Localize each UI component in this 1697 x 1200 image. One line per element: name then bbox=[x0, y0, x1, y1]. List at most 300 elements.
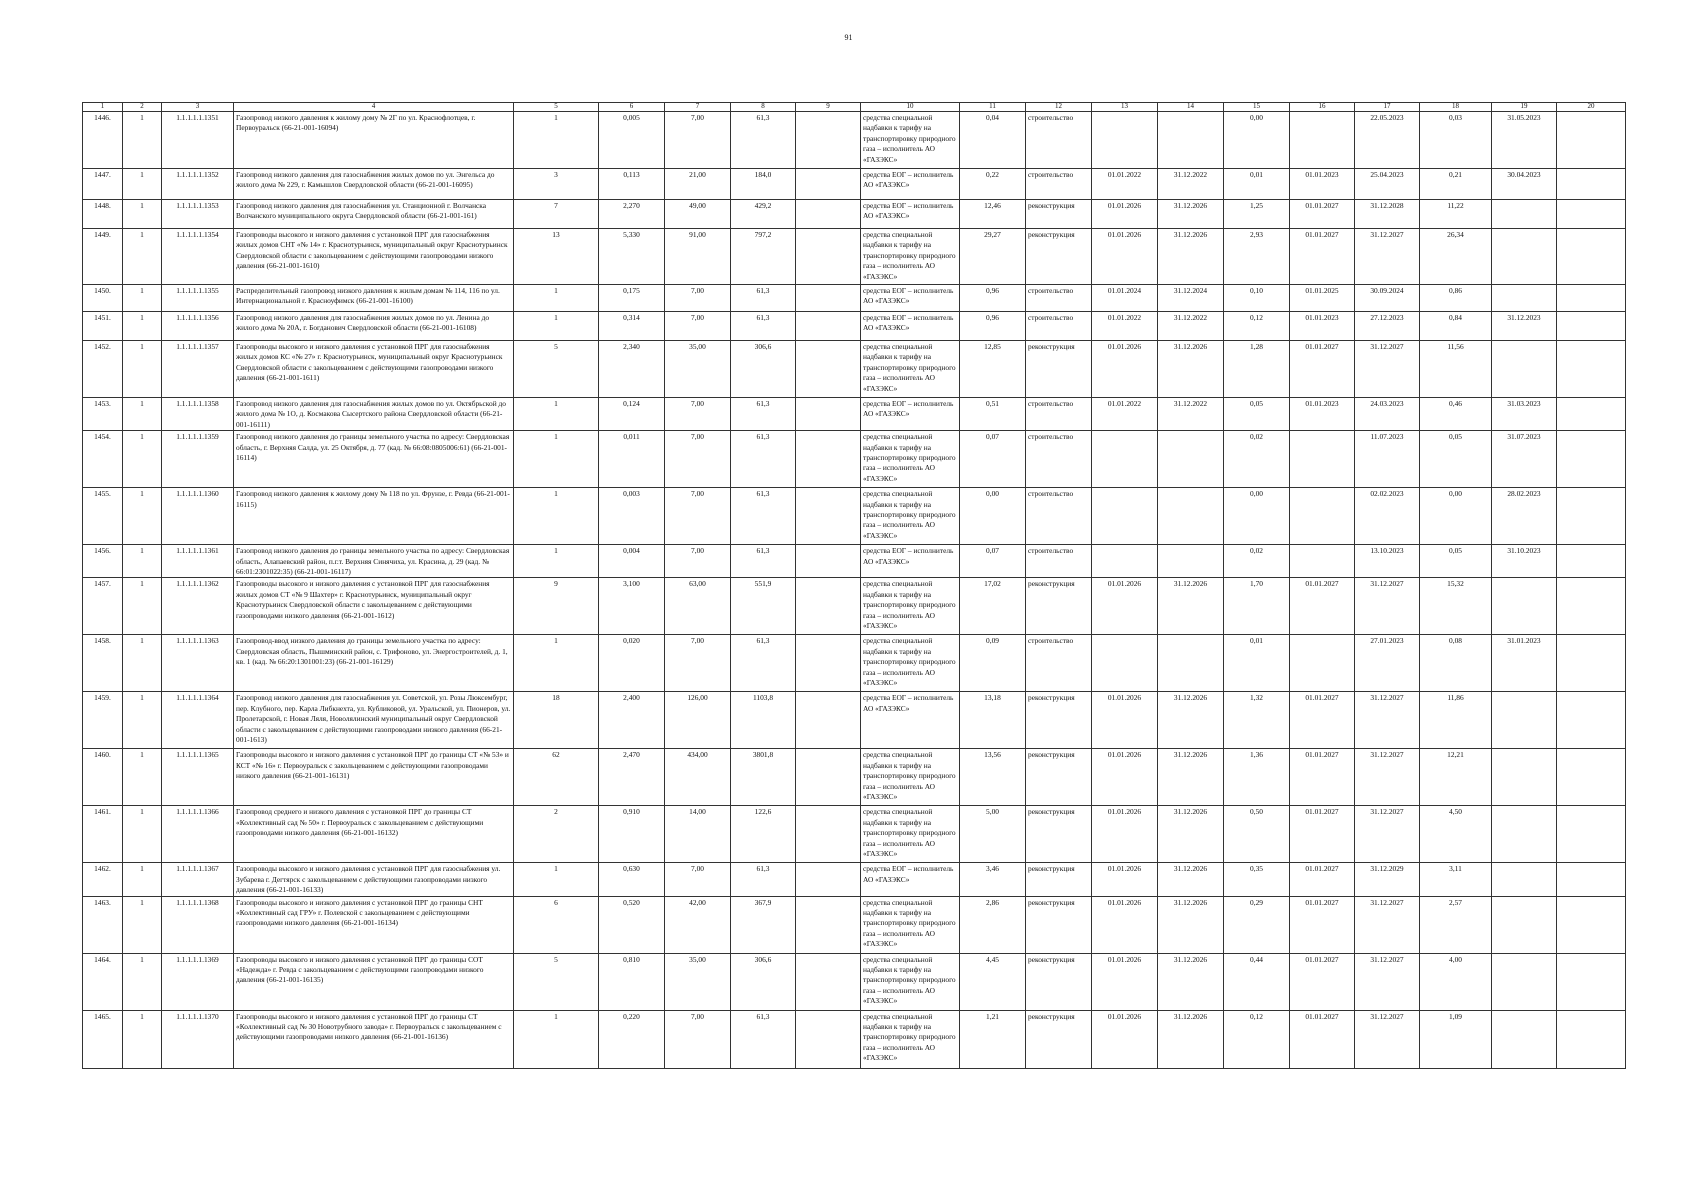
row-number: 1465. bbox=[83, 1010, 123, 1068]
col17-date: 27.12.2023 bbox=[1355, 312, 1420, 341]
funding-source: средства специальной надбавки к тарифу на транспортировку природного газа – исполнитель АО «ГАЗЭКС» bbox=[861, 578, 960, 635]
col19-date bbox=[1492, 749, 1557, 806]
col16-date: 01.01.2027 bbox=[1290, 749, 1355, 806]
col19-date bbox=[1492, 200, 1557, 229]
column-header-9: 9 bbox=[796, 103, 861, 112]
start-date: 01.01.2026 bbox=[1092, 896, 1158, 953]
length-km: 0,175 bbox=[599, 285, 665, 312]
col8-value: 61,3 bbox=[731, 431, 796, 488]
column-header-20: 20 bbox=[1557, 103, 1626, 112]
object-name: Газопровод низкого давления для газоснабжения жилых домов по ул. Октябрьской до жилого дома № 1О, д. Космакова Сысертского района Свердловской области (66-21-001-16111) bbox=[234, 398, 514, 431]
column-header-4: 4 bbox=[234, 103, 514, 112]
start-date bbox=[1092, 431, 1158, 488]
col16-date bbox=[1290, 112, 1355, 169]
work-type: реконструкция bbox=[1026, 806, 1092, 863]
table-row bbox=[83, 635, 1626, 692]
end-date: 31.12.2026 bbox=[1158, 896, 1224, 953]
col9-value bbox=[796, 578, 861, 635]
col20-value bbox=[1557, 341, 1626, 398]
col18-value: 3,11 bbox=[1420, 863, 1492, 896]
col15-value: 1,25 bbox=[1224, 200, 1290, 229]
col18-value: 11,56 bbox=[1420, 341, 1492, 398]
col5-value: 1 bbox=[514, 488, 599, 545]
work-type: строительство bbox=[1026, 398, 1092, 431]
col7-value: 7,00 bbox=[665, 1010, 731, 1068]
work-type: строительство bbox=[1026, 635, 1092, 692]
work-type: строительство bbox=[1026, 285, 1092, 312]
cost-total: 0,51 bbox=[960, 398, 1026, 431]
col7-value: 7,00 bbox=[665, 863, 731, 896]
col9-value bbox=[796, 896, 861, 953]
col8-value: 61,3 bbox=[731, 545, 796, 578]
col17-date: 30.09.2024 bbox=[1355, 285, 1420, 312]
col17-date: 27.01.2023 bbox=[1355, 635, 1420, 692]
length-km: 0,020 bbox=[599, 635, 665, 692]
row-number: 1449. bbox=[83, 229, 123, 285]
col7-value: 7,00 bbox=[665, 545, 731, 578]
object-name: Газопровод низкого давления для газоснабжения ул. Советской, ул. Розы Люксембург, пер. Клубного, пер. Карла Либкнехта, ул. Кубликовой, ул. Уральской, ул. Пионеров, ул. Пролетарской, г. Новая Ляля, Новолялинский муниципальный округ Свердловской области с закольцеванием с действующими газопроводами низкого давления (66-21-001-1613) bbox=[234, 692, 514, 749]
end-date: 31.12.2026 bbox=[1158, 578, 1224, 635]
funding-source: средства специальной надбавки к тарифу на транспортировку природного газа – исполнитель АО «ГАЗЭКС» bbox=[861, 341, 960, 398]
object-name: Газопровод низкого давления к жилому дому № 2Г по ул. Краснофлотцев, г. Первоуральск (66-21-001-16094) bbox=[234, 112, 514, 169]
cost-total: 0,96 bbox=[960, 285, 1026, 312]
col2-value: 1 bbox=[123, 341, 162, 398]
object-code: 1.1.1.1.1.1356 bbox=[162, 312, 234, 341]
work-type: строительство bbox=[1026, 488, 1092, 545]
funding-source: средства специальной надбавки к тарифу на транспортировку природного газа – исполнитель АО «ГАЗЭКС» bbox=[861, 896, 960, 953]
col18-value: 0,86 bbox=[1420, 285, 1492, 312]
col8-value: 367,9 bbox=[731, 896, 796, 953]
col17-date: 24.03.2023 bbox=[1355, 398, 1420, 431]
table-row bbox=[83, 488, 1626, 545]
cost-total: 29,27 bbox=[960, 229, 1026, 285]
funding-source: средства ЕОГ – исполнитель АО «ГАЗЭКС» bbox=[861, 169, 960, 200]
col15-value: 0,05 bbox=[1224, 398, 1290, 431]
object-name: Газопроводы высокого и низкого давления с установкой ПРГ до границы СНТ «Коллективный сад ГРУ» г. Полевской с закольцеванием с действующими газопроводами низкого давления (66-21-001-16134) bbox=[234, 896, 514, 953]
funding-source: средства специальной надбавки к тарифу на транспортировку природного газа – исполнитель АО «ГАЗЭКС» bbox=[861, 953, 960, 1010]
col20-value bbox=[1557, 431, 1626, 488]
object-name: Газопровод низкого давления до границы земельного участка по адресу: Свердловская область, Алапаевский район, п.г.т. Верхняя Синячиха, ул. Красина, д. 29 (кад. № 66:01:2301022:35) (66-21-001-16117) bbox=[234, 545, 514, 578]
object-name: Газопровод низкого давления для газоснабжения жилых домов по ул. Энгельса до жилого дома № 229, г. Камышлов Свердловской области (66-21-001-16095) bbox=[234, 169, 514, 200]
col5-value: 5 bbox=[514, 341, 599, 398]
col5-value: 1 bbox=[514, 312, 599, 341]
start-date: 01.01.2026 bbox=[1092, 578, 1158, 635]
length-km: 0,220 bbox=[599, 1010, 665, 1068]
end-date: 31.12.2022 bbox=[1158, 312, 1224, 341]
col16-date bbox=[1290, 488, 1355, 545]
column-header-5: 5 bbox=[514, 103, 599, 112]
work-type: строительство bbox=[1026, 431, 1092, 488]
length-km: 2,470 bbox=[599, 749, 665, 806]
col19-date: 30.04.2023 bbox=[1492, 169, 1557, 200]
col15-value: 0,12 bbox=[1224, 312, 1290, 341]
col8-value: 184,0 bbox=[731, 169, 796, 200]
end-date bbox=[1158, 431, 1224, 488]
object-name: Распределительный газопровод низкого давления к жилым домам № 114, 116 по ул. Интернациональной г. Красноуфимск (66-21-001-16100) bbox=[234, 285, 514, 312]
col19-date: 31.01.2023 bbox=[1492, 635, 1557, 692]
cost-total: 0,22 bbox=[960, 169, 1026, 200]
row-number: 1461. bbox=[83, 806, 123, 863]
col18-value: 0,00 bbox=[1420, 488, 1492, 545]
start-date: 01.01.2022 bbox=[1092, 169, 1158, 200]
object-code: 1.1.1.1.1.1369 bbox=[162, 953, 234, 1010]
col8-value: 122,6 bbox=[731, 806, 796, 863]
col9-value bbox=[796, 545, 861, 578]
table-row bbox=[83, 896, 1626, 953]
page-number: 91 bbox=[844, 33, 853, 42]
column-header-7: 7 bbox=[665, 103, 731, 112]
col20-value bbox=[1557, 112, 1626, 169]
col9-value bbox=[796, 229, 861, 285]
registry-table bbox=[82, 102, 1626, 1069]
col19-date: 31.07.2023 bbox=[1492, 431, 1557, 488]
col20-value bbox=[1557, 863, 1626, 896]
cost-total: 13,18 bbox=[960, 692, 1026, 749]
col8-value: 551,9 bbox=[731, 578, 796, 635]
column-header-14: 14 bbox=[1158, 103, 1224, 112]
length-km: 0,113 bbox=[599, 169, 665, 200]
start-date: 01.01.2026 bbox=[1092, 200, 1158, 229]
col20-value bbox=[1557, 806, 1626, 863]
col16-date: 01.01.2027 bbox=[1290, 341, 1355, 398]
col9-value bbox=[796, 112, 861, 169]
work-type: реконструкция bbox=[1026, 863, 1092, 896]
object-code: 1.1.1.1.1.1362 bbox=[162, 578, 234, 635]
col16-date: 01.01.2027 bbox=[1290, 200, 1355, 229]
table-row bbox=[83, 953, 1626, 1010]
start-date bbox=[1092, 635, 1158, 692]
col19-date bbox=[1492, 953, 1557, 1010]
col16-date: 01.01.2023 bbox=[1290, 312, 1355, 341]
col8-value: 306,6 bbox=[731, 953, 796, 1010]
length-km: 0,810 bbox=[599, 953, 665, 1010]
end-date bbox=[1158, 112, 1224, 169]
col15-value: 0,44 bbox=[1224, 953, 1290, 1010]
object-code: 1.1.1.1.1.1370 bbox=[162, 1010, 234, 1068]
cost-total: 3,46 bbox=[960, 863, 1026, 896]
col17-date: 31.12.2028 bbox=[1355, 200, 1420, 229]
object-name: Газопровод-ввод низкого давления до границы земельного участка по адресу: Свердловская область, Пышминский район, с. Трифоново, ул. Энергостроителей, д. 1, кв. 1 (кад. № 66:20:1301001:23) (66-21-001-16129) bbox=[234, 635, 514, 692]
col17-date: 25.04.2023 bbox=[1355, 169, 1420, 200]
length-km: 3,100 bbox=[599, 578, 665, 635]
col7-value: 21,00 bbox=[665, 169, 731, 200]
col16-date: 01.01.2027 bbox=[1290, 692, 1355, 749]
col15-value: 0,29 bbox=[1224, 896, 1290, 953]
object-code: 1.1.1.1.1.1354 bbox=[162, 229, 234, 285]
end-date: 31.12.2026 bbox=[1158, 692, 1224, 749]
col7-value: 7,00 bbox=[665, 488, 731, 545]
col20-value bbox=[1557, 896, 1626, 953]
col18-value: 0,03 bbox=[1420, 112, 1492, 169]
end-date: 31.12.2022 bbox=[1158, 169, 1224, 200]
object-name: Газопровод низкого давления к жилому дому № 118 по ул. Фрунзе, г. Ревда (66-21-001-16115) bbox=[234, 488, 514, 545]
col17-date: 31.12.2027 bbox=[1355, 1010, 1420, 1068]
col19-date bbox=[1492, 578, 1557, 635]
col9-value bbox=[796, 635, 861, 692]
funding-source: средства специальной надбавки к тарифу на транспортировку природного газа – исполнитель АО «ГАЗЭКС» bbox=[861, 431, 960, 488]
work-type: реконструкция bbox=[1026, 749, 1092, 806]
work-type: реконструкция bbox=[1026, 578, 1092, 635]
end-date: 31.12.2026 bbox=[1158, 863, 1224, 896]
end-date: 31.12.2026 bbox=[1158, 1010, 1224, 1068]
start-date: 01.01.2026 bbox=[1092, 341, 1158, 398]
col18-value: 1,09 bbox=[1420, 1010, 1492, 1068]
col18-value: 11,86 bbox=[1420, 692, 1492, 749]
start-date: 01.01.2026 bbox=[1092, 863, 1158, 896]
column-header-15: 15 bbox=[1224, 103, 1290, 112]
table-row bbox=[83, 578, 1626, 635]
col20-value bbox=[1557, 692, 1626, 749]
col15-value: 0,01 bbox=[1224, 635, 1290, 692]
column-header-12: 12 bbox=[1026, 103, 1092, 112]
object-code: 1.1.1.1.1.1355 bbox=[162, 285, 234, 312]
col19-date: 31.03.2023 bbox=[1492, 398, 1557, 431]
row-number: 1448. bbox=[83, 200, 123, 229]
table-row bbox=[83, 200, 1626, 229]
col16-date: 01.01.2027 bbox=[1290, 896, 1355, 953]
length-km: 2,340 bbox=[599, 341, 665, 398]
object-name: Газопроводы высокого и низкого давления с установкой ПРГ до границы СТ «№ 53» и КСТ «№ 16» г. Первоуральск с закольцеванием с действующими газопроводами низкого давления (66-21-001-16131) bbox=[234, 749, 514, 806]
col2-value: 1 bbox=[123, 169, 162, 200]
col7-value: 7,00 bbox=[665, 398, 731, 431]
funding-source: средства ЕОГ – исполнитель АО «ГАЗЭКС» bbox=[861, 545, 960, 578]
col9-value bbox=[796, 341, 861, 398]
col20-value bbox=[1557, 953, 1626, 1010]
funding-source: средства специальной надбавки к тарифу на транспортировку природного газа – исполнитель АО «ГАЗЭКС» bbox=[861, 112, 960, 169]
work-type: реконструкция bbox=[1026, 341, 1092, 398]
cost-total: 13,56 bbox=[960, 749, 1026, 806]
col16-date: 01.01.2027 bbox=[1290, 578, 1355, 635]
table-row bbox=[83, 229, 1626, 285]
table-row bbox=[83, 1010, 1626, 1068]
col9-value bbox=[796, 169, 861, 200]
table-row bbox=[83, 285, 1626, 312]
row-number: 1460. bbox=[83, 749, 123, 806]
table-row bbox=[83, 863, 1626, 896]
cost-total: 0,00 bbox=[960, 488, 1026, 545]
length-km: 0,520 bbox=[599, 896, 665, 953]
work-type: строительство bbox=[1026, 169, 1092, 200]
row-number: 1464. bbox=[83, 953, 123, 1010]
funding-source: средства специальной надбавки к тарифу на транспортировку природного газа – исполнитель АО «ГАЗЭКС» bbox=[861, 229, 960, 285]
col9-value bbox=[796, 431, 861, 488]
col8-value: 61,3 bbox=[731, 863, 796, 896]
col15-value: 1,32 bbox=[1224, 692, 1290, 749]
work-type: строительство bbox=[1026, 112, 1092, 169]
col5-value: 62 bbox=[514, 749, 599, 806]
row-number: 1454. bbox=[83, 431, 123, 488]
cost-total: 0,07 bbox=[960, 545, 1026, 578]
table-row bbox=[83, 692, 1626, 749]
col19-date bbox=[1492, 341, 1557, 398]
col8-value: 3801,8 bbox=[731, 749, 796, 806]
length-km: 0,005 bbox=[599, 112, 665, 169]
col2-value: 1 bbox=[123, 285, 162, 312]
col20-value bbox=[1557, 398, 1626, 431]
col9-value bbox=[796, 953, 861, 1010]
col8-value: 797,2 bbox=[731, 229, 796, 285]
col2-value: 1 bbox=[123, 896, 162, 953]
col20-value bbox=[1557, 285, 1626, 312]
col9-value bbox=[796, 398, 861, 431]
object-code: 1.1.1.1.1.1365 bbox=[162, 749, 234, 806]
work-type: строительство bbox=[1026, 545, 1092, 578]
column-header-2: 2 bbox=[123, 103, 162, 112]
cost-total: 5,00 bbox=[960, 806, 1026, 863]
funding-source: средства специальной надбавки к тарифу на транспортировку природного газа – исполнитель АО «ГАЗЭКС» bbox=[861, 1010, 960, 1068]
work-type: реконструкция bbox=[1026, 200, 1092, 229]
col20-value bbox=[1557, 488, 1626, 545]
col5-value: 7 bbox=[514, 200, 599, 229]
col15-value: 0,02 bbox=[1224, 545, 1290, 578]
object-code: 1.1.1.1.1.1363 bbox=[162, 635, 234, 692]
table-row bbox=[83, 341, 1626, 398]
object-code: 1.1.1.1.1.1360 bbox=[162, 488, 234, 545]
col8-value: 1103,8 bbox=[731, 692, 796, 749]
col19-date bbox=[1492, 1010, 1557, 1068]
col5-value: 2 bbox=[514, 806, 599, 863]
col17-date: 31.12.2027 bbox=[1355, 578, 1420, 635]
end-date bbox=[1158, 545, 1224, 578]
start-date: 01.01.2022 bbox=[1092, 312, 1158, 341]
col16-date: 01.01.2023 bbox=[1290, 169, 1355, 200]
work-type: реконструкция bbox=[1026, 953, 1092, 1010]
col17-date: 31.12.2027 bbox=[1355, 953, 1420, 1010]
object-code: 1.1.1.1.1.1359 bbox=[162, 431, 234, 488]
col15-value: 0,35 bbox=[1224, 863, 1290, 896]
row-number: 1463. bbox=[83, 896, 123, 953]
funding-source: средства ЕОГ – исполнитель АО «ГАЗЭКС» bbox=[861, 200, 960, 229]
funding-source: средства специальной надбавки к тарифу на транспортировку природного газа – исполнитель АО «ГАЗЭКС» bbox=[861, 488, 960, 545]
col19-date: 31.10.2023 bbox=[1492, 545, 1557, 578]
col9-value bbox=[796, 488, 861, 545]
col8-value: 61,3 bbox=[731, 488, 796, 545]
object-code: 1.1.1.1.1.1364 bbox=[162, 692, 234, 749]
funding-source: средства специальной надбавки к тарифу на транспортировку природного газа – исполнитель АО «ГАЗЭКС» bbox=[861, 635, 960, 692]
col2-value: 1 bbox=[123, 312, 162, 341]
col7-value: 35,00 bbox=[665, 341, 731, 398]
col5-value: 1 bbox=[514, 1010, 599, 1068]
col7-value: 7,00 bbox=[665, 635, 731, 692]
length-km: 2,400 bbox=[599, 692, 665, 749]
table-row bbox=[83, 749, 1626, 806]
col16-date bbox=[1290, 431, 1355, 488]
cost-total: 12,46 bbox=[960, 200, 1026, 229]
start-date bbox=[1092, 545, 1158, 578]
start-date: 01.01.2024 bbox=[1092, 285, 1158, 312]
length-km: 2,270 bbox=[599, 200, 665, 229]
length-km: 0,124 bbox=[599, 398, 665, 431]
row-number: 1462. bbox=[83, 863, 123, 896]
col17-date: 11.07.2023 bbox=[1355, 431, 1420, 488]
col7-value: 63,00 bbox=[665, 578, 731, 635]
cost-total: 0,04 bbox=[960, 112, 1026, 169]
row-number: 1458. bbox=[83, 635, 123, 692]
col9-value bbox=[796, 200, 861, 229]
col20-value bbox=[1557, 1010, 1626, 1068]
object-name: Газопроводы высокого и низкого давления с установкой ПРГ для газоснабжения жилых домов КС «№ 27» г. Краснотурьинск, муниципальный округ Краснотурьинск Свердловской области с закольцеванием с действующими газопроводами низкого давления (66-21-001-1611) bbox=[234, 341, 514, 398]
col2-value: 1 bbox=[123, 953, 162, 1010]
column-header-10: 10 bbox=[861, 103, 960, 112]
col5-value: 1 bbox=[514, 285, 599, 312]
object-code: 1.1.1.1.1.1368 bbox=[162, 896, 234, 953]
object-code: 1.1.1.1.1.1352 bbox=[162, 169, 234, 200]
object-code: 1.1.1.1.1.1353 bbox=[162, 200, 234, 229]
cost-total: 2,86 bbox=[960, 896, 1026, 953]
length-km: 0,910 bbox=[599, 806, 665, 863]
col9-value bbox=[796, 1010, 861, 1068]
col15-value: 0,00 bbox=[1224, 488, 1290, 545]
col2-value: 1 bbox=[123, 635, 162, 692]
length-km: 0,004 bbox=[599, 545, 665, 578]
object-name: Газопровод низкого давления до границы земельного участка по адресу: Свердловская область, г. Верхняя Салда, ул. 25 Октября, д. 77 (кад. № 66:08:0805006:61) (66-21-001-16114) bbox=[234, 431, 514, 488]
row-number: 1459. bbox=[83, 692, 123, 749]
object-name: Газопровод среднего и низкого давления с установкой ПРГ до границы СТ «Коллективный сад № 50» г. Первоуральск с закольцеванием с действующими газопроводами низкого давления (66-21-001-16132) bbox=[234, 806, 514, 863]
row-number: 1450. bbox=[83, 285, 123, 312]
work-type: реконструкция bbox=[1026, 1010, 1092, 1068]
col7-value: 91,00 bbox=[665, 229, 731, 285]
row-number: 1456. bbox=[83, 545, 123, 578]
table-row bbox=[83, 806, 1626, 863]
col2-value: 1 bbox=[123, 431, 162, 488]
object-code: 1.1.1.1.1.1361 bbox=[162, 545, 234, 578]
cost-total: 4,45 bbox=[960, 953, 1026, 1010]
col15-value: 0,01 bbox=[1224, 169, 1290, 200]
table-row bbox=[83, 398, 1626, 431]
col8-value: 61,3 bbox=[731, 635, 796, 692]
col9-value bbox=[796, 692, 861, 749]
col7-value: 14,00 bbox=[665, 806, 731, 863]
col8-value: 61,3 bbox=[731, 398, 796, 431]
cost-total: 1,21 bbox=[960, 1010, 1026, 1068]
col15-value: 0,02 bbox=[1224, 431, 1290, 488]
column-header-11: 11 bbox=[960, 103, 1026, 112]
col18-value: 26,34 bbox=[1420, 229, 1492, 285]
col7-value: 7,00 bbox=[665, 431, 731, 488]
col18-value: 12,21 bbox=[1420, 749, 1492, 806]
col2-value: 1 bbox=[123, 806, 162, 863]
end-date: 31.12.2026 bbox=[1158, 749, 1224, 806]
col7-value: 42,00 bbox=[665, 896, 731, 953]
object-code: 1.1.1.1.1.1367 bbox=[162, 863, 234, 896]
col17-date: 02.02.2023 bbox=[1355, 488, 1420, 545]
length-km: 0,314 bbox=[599, 312, 665, 341]
row-number: 1455. bbox=[83, 488, 123, 545]
funding-source: средства ЕОГ – исполнитель АО «ГАЗЭКС» bbox=[861, 398, 960, 431]
col8-value: 306,6 bbox=[731, 341, 796, 398]
col18-value: 2,57 bbox=[1420, 896, 1492, 953]
col19-date bbox=[1492, 285, 1557, 312]
col2-value: 1 bbox=[123, 1010, 162, 1068]
table-row bbox=[83, 112, 1626, 169]
col20-value bbox=[1557, 169, 1626, 200]
col15-value: 1,36 bbox=[1224, 749, 1290, 806]
col18-value: 0,84 bbox=[1420, 312, 1492, 341]
col16-date bbox=[1290, 545, 1355, 578]
col5-value: 1 bbox=[514, 398, 599, 431]
end-date: 31.12.2026 bbox=[1158, 229, 1224, 285]
work-type: строительство bbox=[1026, 312, 1092, 341]
col17-date: 31.12.2027 bbox=[1355, 896, 1420, 953]
funding-source: средства ЕОГ – исполнитель АО «ГАЗЭКС» bbox=[861, 285, 960, 312]
col5-value: 6 bbox=[514, 896, 599, 953]
start-date: 01.01.2026 bbox=[1092, 953, 1158, 1010]
col19-date: 28.02.2023 bbox=[1492, 488, 1557, 545]
end-date: 31.12.2026 bbox=[1158, 200, 1224, 229]
column-header-19: 19 bbox=[1492, 103, 1557, 112]
col19-date: 31.12.2023 bbox=[1492, 312, 1557, 341]
col2-value: 1 bbox=[123, 488, 162, 545]
